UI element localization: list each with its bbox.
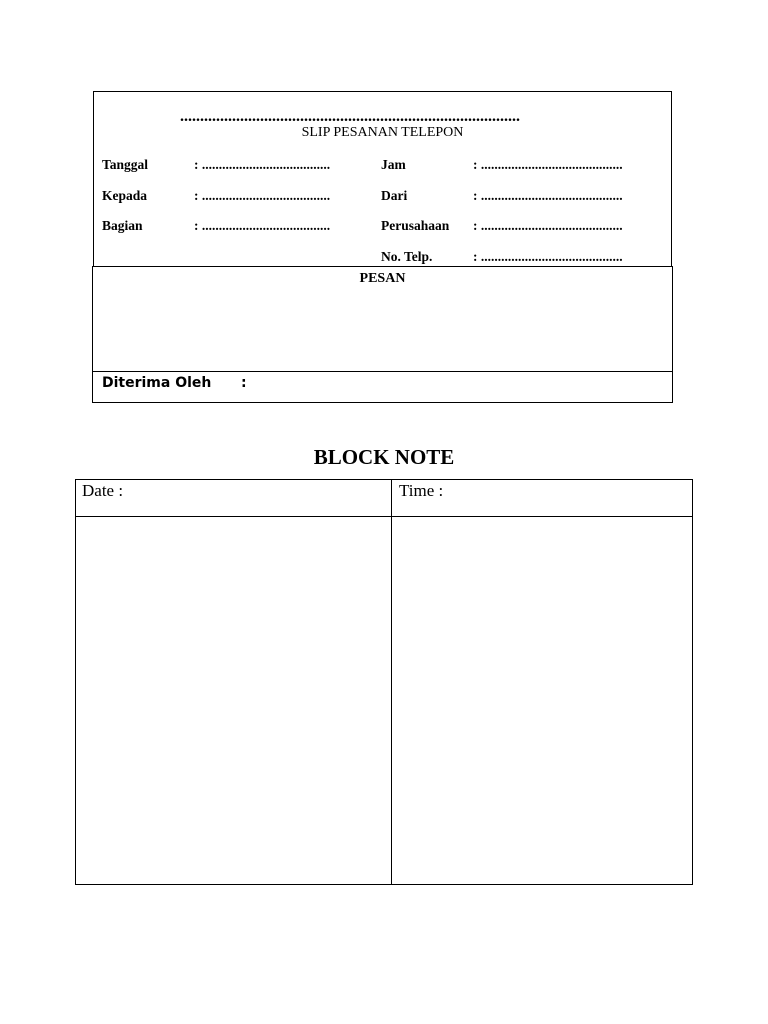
header-row-divider (76, 516, 692, 517)
field-value-no-telp: : .......................................... (473, 249, 623, 264)
field-value-bagian: : ...................................... (194, 218, 331, 233)
field-label-jam: Jam (381, 157, 406, 172)
received-by-label: Diterima Oleh (102, 375, 212, 391)
field-label-perusahaan: Perusahaan (381, 218, 450, 233)
field-value-kepada: : ...................................... (194, 188, 331, 203)
date-label: Date : (82, 481, 124, 500)
field-value-tanggal: : ...................................... (194, 157, 331, 172)
field-label-kepada: Kepada (102, 188, 148, 203)
field-value-jam: : .......................................... (473, 157, 623, 172)
column-divider (391, 480, 392, 884)
block-note-table (75, 479, 693, 885)
field-label-dari: Dari (381, 188, 408, 203)
field-value-perusahaan: : .......................................... (473, 218, 623, 233)
message-box (92, 266, 673, 403)
received-by-colon: : (241, 375, 247, 391)
field-label-no-telp: No. Telp. (381, 249, 433, 264)
time-label: Time : (399, 481, 444, 500)
field-label-bagian: Bagian (102, 218, 143, 233)
field-label-tanggal: Tanggal (102, 157, 149, 172)
block-note-title: BLOCK NOTE (313, 445, 455, 469)
message-divider (93, 371, 672, 372)
field-value-dari: : .......................................... (473, 188, 623, 203)
slip-dotted-heading: ..................................................................................... (180, 108, 520, 125)
slip-title: SLIP PESANAN TELEPON (301, 125, 464, 140)
message-label: PESAN (359, 271, 406, 286)
